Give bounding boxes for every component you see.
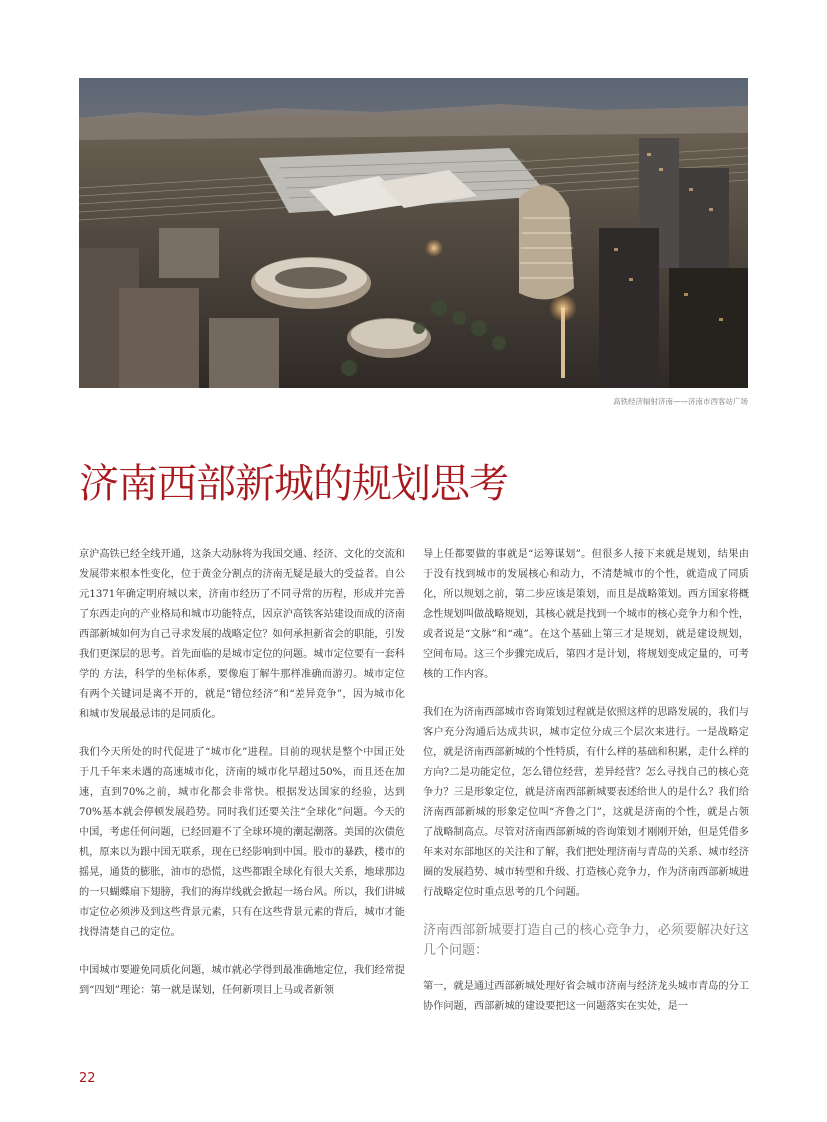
pull-quote: 济南西部新城要打造自己的核心竞争力，必须要解决好这几个问题： bbox=[423, 923, 749, 958]
hero-image bbox=[79, 78, 748, 388]
right-column bbox=[423, 545, 749, 1035]
paragraph: 第一，就是通过西部新城处理好省会城市济南与经济龙头城市青岛的分工协作问题，西部新城的建设要把这一问题落实在实处，是一 bbox=[423, 981, 749, 1012]
page-number: 22 bbox=[79, 1071, 96, 1086]
paragraph: 中国城市要避免同质化问题，城市就必学得到最准确地定位，我们经常提到“四划”理论：第一就是谋划，任何新项目上马或者新领 bbox=[79, 965, 405, 996]
image-caption: 高铁经济辐射济南——济南市西客站广场 bbox=[613, 397, 748, 406]
left-column bbox=[79, 545, 405, 1019]
paragraph: 我们在为济南西部城市咨询策划过程就是依照这样的思路发展的，我们与客户充分沟通后达成共识，城市定位分成三个层次来进行。一是战略定位，就是济南西部新城的个性特质，有什么样的基础和积累，走什么样的方向?二是功能定位，怎么错位经营，差异经营？怎么寻找自己的核心竞争力？三是形象定位，就是济南西部新城要表述给世人的是什么？我们给济南西部新城的形象定位叫“齐鲁之门”，这就是济南的个性，就是占领了战略制高点。尽管对济南西部新城的咨询策划才刚刚开始，但是凭借多年来对东部地区的关注和了解，我们把处理济南与青岛的关系、城市经济圈的发展趋势、城市转型和升级、打造核心竞争力，作为济南西部新城进行战略定位时重点思考的几个问题。 bbox=[423, 707, 749, 898]
paragraph: 我们今天所处的时代促进了“城市化”进程。目前的现状是整个中国正处于几千年来未遇的高速城市化，济南的城市化早超过50%，而且还在加速，直到70%之前，城市化都会非常快。根据发达国家的经验，达到70%基本就会停顿发展趋势。同时我们还要关注“全球化”问题。今天的中国，考虑任何问题，已经回避不了全球环境的潮起潮落。美国的次债危机，原来以为跟中国无联系，现在已经影响到中国。股市的暴跌，楼市的摇晃，通货的膨胀，油市的恐慌，这些都跟全球化有很大关系，地球那边的一只蝴蝶扇下翅膀，我们的海岸线就会掀起一场台风。所以，我们讲城市定位必须涉及到这些背景元素，只有在这些背景元素的背后，城市才能找得清楚自己的定位。 bbox=[79, 747, 405, 938]
article-title: 济南西部新城的规划思考 bbox=[79, 461, 508, 507]
paragraph: 导上任都要做的事就是“运筹谋划”。但很多人接下来就是规划，结果由于没有找到城市的发展核心和动力，不清楚城市的个性，就造成了同质化，所以规划之前，第二步应该是策划，而且是战略策划。西方国家将概念性规划叫做战略规划，其核心就是找到一个城市的核心竞争力和个性，或者说是“文脉”和“魂”。在这个基础上第三才是规划，就是建设规划，空间布局。这三个步骤完成后，第四才是计划，将规划变成定量的，可考核的工作内容。 bbox=[423, 549, 749, 680]
paragraph: 京沪高铁已经全线开通，这条大动脉将为我国交通、经济、文化的交流和发展带来根本性变化，位于黄金分割点的济南无疑是最大的受益者。自公元1371年确定明府城以来，济南市经历了不同寻常的历程，形成并完善了东西走向的产业格局和城市功能特点，因京沪高铁客站建设而成的济南西部新城如何为自己寻求发展的战略定位？如何承担新省会的职能，引发我们更深层的思考。首先面临的是城市定位的问题。城市定位要有一套科学的 方法，科学的坐标体系，要像庖丁解牛那样准确而游刃。城市定位有两个关键词是离不开的，就是“错位经济”和“差异竞争”，因为城市化和城市发展最忌讳的是同质化。 bbox=[79, 549, 405, 720]
railway-station-rendering bbox=[79, 78, 748, 388]
